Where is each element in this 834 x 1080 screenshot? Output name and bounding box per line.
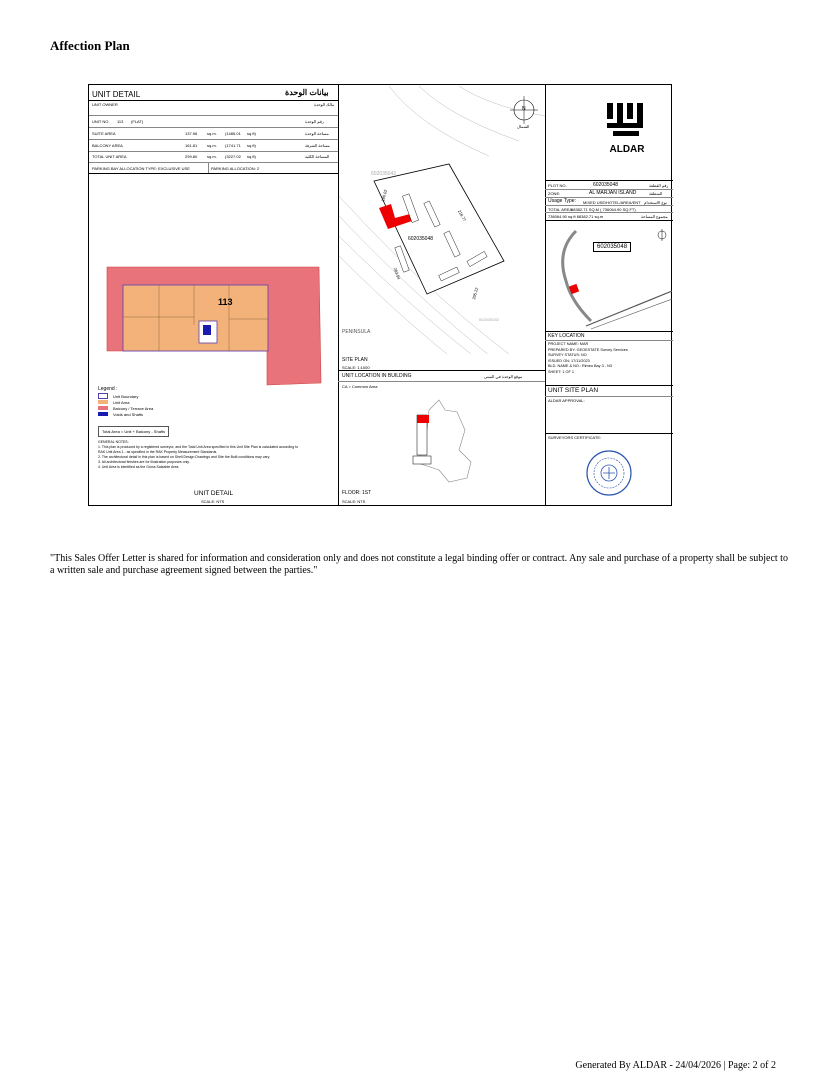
disclaimer-text: "This Sales Offer Letter is shared for information and consideration only and does not constitute a legal binding offer or contract. Any sale and purchase of a property shall be subject to a written sale and purchase agreement signed between the parties.": [50, 553, 788, 576]
aldar-approval-label: ALDAR APPROVAL:: [548, 398, 585, 403]
unit-detail-header: UNIT DETAIL: [92, 90, 141, 99]
unit-detail-footer-scale: SCALE: NTS: [201, 499, 225, 504]
suite-area-sqft: (1485.01: [225, 131, 241, 136]
plot-main-label: 602035048: [408, 236, 434, 242]
total-area-label: TOTAL UNIT AREA: [92, 154, 127, 159]
parking-allocation: PARKING ALLOCATION: 2: [211, 166, 260, 171]
info-sheet: SHEET: 1 OF 1: [548, 369, 574, 374]
total-area-alt-ar: مجموع المساحة: [641, 214, 668, 219]
usage-type-label-ar: نوع الاستخدام: [644, 200, 667, 205]
note-item: 4. Unit Area is identified as the Gross Saleable Area.: [98, 465, 180, 469]
total-area-sqm: 299.80: [185, 154, 198, 159]
page-title: Affection Plan: [50, 38, 130, 53]
note-item: 3. All architectural finishes are for illustration purposes only.: [98, 460, 190, 464]
total-area-alt: 736064.90 sq.ft 68382.71 sq.m: [548, 214, 604, 219]
dimension-3: 283.94: [392, 266, 402, 281]
unit-no-value: 113: [117, 119, 124, 124]
unit-detail-footer-title: UNIT DETAIL: [194, 490, 234, 497]
suite-area-sqm-unit: sq.m.: [207, 131, 217, 136]
total-area-value-right: 68382.71 SQ.M ( 736064.90 SQ.FT): [571, 207, 636, 212]
usage-type-value: MIXED USE/HOTEL/AREA/ENT: [583, 200, 641, 205]
zone-value: AL MARJAN ISLAND: [589, 190, 637, 196]
floor-plan-unit-label: 113: [218, 297, 233, 307]
total-area-sqft: (3227.02: [225, 154, 241, 159]
balcony-area-sqm-unit: sq.m.: [207, 143, 217, 148]
balcony-area-sqft: (1741.71: [225, 143, 241, 148]
info-issued-on: ISSUED ON: 17/11/2023: [548, 358, 590, 363]
floor-label: FLOOR: 1ST: [342, 490, 372, 496]
balcony-area-sqft-unit: sq.ft): [247, 143, 256, 148]
north-icon: [522, 106, 526, 112]
dimension-2: 218.77: [456, 208, 468, 223]
unit-owner-label-ar: مالك الوحدة: [314, 102, 335, 107]
legend-item-voids: [98, 411, 153, 417]
site-plan-title: SITE PLAN: [342, 357, 368, 363]
legend: [98, 393, 153, 417]
parking-type: PARKING BAY ALLOCATION TYPE: EXCLUSIVE USE: [92, 166, 190, 171]
balcony-area-sqm: 161.81: [185, 143, 198, 148]
affection-plan-sheet: [88, 84, 672, 506]
total-area-sqm-unit: sq.m.: [207, 154, 217, 159]
unit-type: (FLAT): [131, 119, 144, 124]
general-notes: [98, 440, 298, 470]
total-area-sqft-unit: sq.ft): [247, 154, 256, 159]
unit-site-plan-title: UNIT SITE PLAN: [548, 387, 599, 394]
zone-label: ZONE:: [548, 191, 561, 196]
building-location-map: [409, 390, 489, 486]
info-survey-status: SURVEY STATUS: NO: [548, 353, 587, 357]
plot-bottom-label: 602035002: [479, 317, 500, 322]
suite-area-label: SUITE AREA: [92, 131, 116, 136]
aldar-logo: [603, 101, 651, 157]
unit-owner-label: UNIT OWNER: [92, 102, 118, 107]
area-label-peninsula: PENINSULA: [342, 329, 371, 335]
surveyor-seal: [585, 449, 633, 497]
balcony-area-label-ar: مساحة الشرفة: [305, 143, 330, 148]
page-footer: Generated By ALDAR - 24/04/2026 | Page: 2 of 2: [575, 1060, 776, 1071]
dimension-4: 205.22: [471, 286, 480, 301]
note-item: RAK Unit Area 1 - as specified in the RAK Property Measurement Standards.: [98, 450, 218, 454]
floor-scale: SCALE: NTS: [342, 499, 366, 504]
info-building-name: BLD. NAME & NO.: Rimeo Bay 3 - N3: [548, 364, 612, 368]
site-plan-map: [339, 86, 545, 354]
info-prepared-by: PREPARED BY: GEOESTATE Survey Services: [548, 347, 628, 352]
unit-detail-header-ar: بيانات الوحدة: [285, 88, 329, 97]
zone-label-ar: المنطقة: [649, 191, 663, 196]
total-area-label-ar: المساحة الكلية: [305, 154, 330, 159]
balcony-area-label: BALCONY AREA: [92, 143, 123, 148]
unit-no-label: UNIT NO.: [92, 119, 110, 124]
unit-location-title-ar: موقع الوحدة في المبنى: [484, 374, 523, 379]
legend-label: Balcony / Terrace Area: [113, 405, 154, 411]
usage-type-label: Usage Type:: [548, 198, 576, 204]
project-info: [548, 342, 628, 375]
area-formula: Total Area = Unit + Balcony - Shafts: [98, 426, 169, 437]
info-project-name: PROJECT NAME: MAR: [548, 342, 589, 346]
suite-area-sqm: 137.96: [185, 131, 198, 136]
key-location-plot: 602035048: [593, 242, 631, 252]
surveyor-certificate-label: SURVEYORS CERTIFICATE:: [548, 435, 602, 440]
site-plan-scale: SCALE: 1:1000: [342, 365, 370, 370]
note-item: 1. This plan is produced by a registered surveyor, and the Total Unit Area specified in this Unit Site Plan is calculated according to: [98, 445, 299, 449]
note-item: 2. The architectural detail in this plan is based on Shell Design Drawings and Site the Built conditions may vary.: [98, 455, 271, 459]
key-location-map: [546, 221, 672, 331]
plot-no-label-ar: رقم القطعة: [649, 183, 669, 188]
common-area-label: CA = Common Area: [342, 384, 378, 389]
unit-floor-plan: [99, 255, 325, 387]
notes-title: GENERAL NOTES:: [98, 440, 129, 444]
total-area-label-right: TOTAL AREA:: [548, 207, 574, 212]
north-label: N: [522, 106, 526, 112]
plot-top-label: 602035042: [371, 171, 397, 177]
legend-title: Legend :: [98, 386, 118, 392]
aldar-logo-text: ALDAR: [609, 144, 645, 155]
dimension-1: 180.02: [380, 188, 389, 203]
suite-area-sqft-unit: sq.ft): [247, 131, 256, 136]
suite-area-label-ar: مساحة الوحدة: [305, 131, 329, 136]
plot-no-value: 602035048: [593, 182, 619, 188]
key-location-title: KEY LOCATION: [548, 333, 585, 339]
legend-label: Unit Boundary: [113, 393, 139, 399]
aldar-logo-icon: [603, 101, 651, 139]
legend-label: Unit Area: [113, 399, 130, 405]
north-label-ar: الشمال: [517, 124, 530, 129]
unit-no-label-ar: رقم الوحدة: [305, 119, 324, 124]
plot-no-label: PLOT NO.: [548, 183, 567, 188]
unit-location-title: UNIT LOCATION IN BUILDING: [342, 373, 412, 379]
legend-label: Voids and Shafts: [113, 411, 144, 417]
